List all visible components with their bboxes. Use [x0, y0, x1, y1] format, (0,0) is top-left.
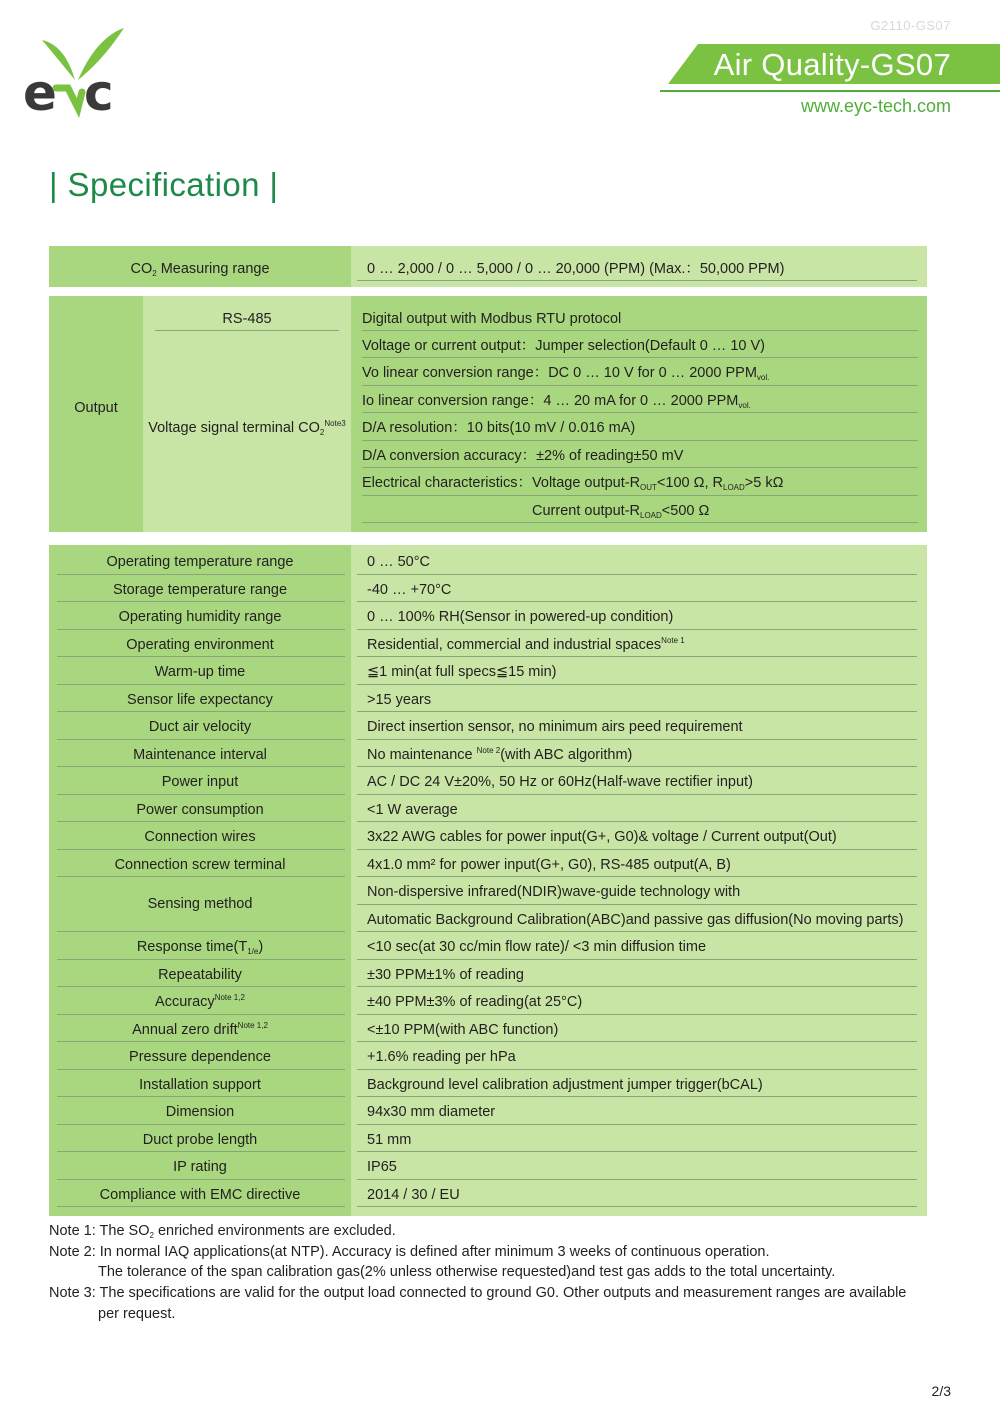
note-2-continued: The tolerance of the span calibration gas(2% unless otherwise requested)and test gas adds to the total uncertainty. — [98, 1264, 836, 1280]
spec-value: <±10 PPM(with ABC function) — [367, 1022, 559, 1038]
row-rule — [357, 1206, 917, 1207]
row-rule — [362, 440, 918, 441]
row-rule — [57, 876, 345, 877]
spec-value: 3x22 AWG cables for power input(G+, G0)& voltage / Current output(Out) — [367, 829, 837, 845]
banner-title: Air Quality-GS07 — [713, 47, 951, 82]
row-rule — [357, 1179, 917, 1180]
spec-value: 2014 / 30 / EU — [367, 1187, 460, 1203]
row-rule — [57, 1151, 345, 1152]
spec-value: 0 … 100% RH(Sensor in powered-up condition) — [367, 609, 674, 625]
row-rule — [357, 574, 917, 575]
spec-label: Operating humidity range — [118, 609, 282, 625]
note-3-continued: per request. — [98, 1306, 176, 1322]
spec-label: Duct probe length — [142, 1132, 258, 1148]
output-sub-cell — [143, 296, 351, 532]
note-3: Note 3: The specifications are valid for the output load connected to ground G0. Other outputs and measurement ranges are available — [49, 1285, 907, 1301]
spec-value: No maintenance $^{Note 2}$(with ABC algorithm) — [367, 746, 633, 763]
row-rule — [357, 821, 917, 822]
row-rule — [357, 904, 917, 905]
row-rule — [57, 1206, 345, 1207]
co2-range-value: 0 … 2,000 / 0 … 5,000 / 0 … 20,000 (PPM) (Max.：50,000 PPM) — [367, 261, 785, 277]
row-rule — [57, 959, 345, 960]
row-rule — [357, 601, 917, 602]
row-rule — [57, 601, 345, 602]
row-rule — [57, 711, 345, 712]
spec-value: <10 sec(at 30 cc/min flow rate)/ <3 min diffusion time — [367, 939, 707, 955]
header-divider — [660, 90, 1000, 92]
spec-value: >15 years — [367, 692, 432, 708]
output-table — [49, 296, 927, 532]
spec-label: IP rating — [173, 1159, 227, 1175]
row-rule — [357, 684, 917, 685]
spec-value: Automatic Background Calibration(ABC)and passive gas diffusion(No moving parts) — [367, 912, 904, 928]
spec-label: Pressure dependence — [129, 1049, 271, 1065]
spec-value: 4x1.0 mm² for power input(G+, G0), RS-485 output(A, B) — [367, 857, 731, 873]
spec-label: Dimension — [165, 1104, 235, 1120]
row-rule — [357, 1151, 917, 1152]
row-rule — [57, 849, 345, 850]
spec-table — [49, 545, 927, 1216]
spec-value: ±30 PPM±1% of reading — [367, 967, 524, 983]
spec-value: Background level calibration adjustment jumper trigger(bCAL) — [367, 1077, 763, 1093]
spec-label: Sensor life expectancy — [127, 692, 273, 708]
row-rule — [57, 656, 345, 657]
row-rule — [57, 1069, 345, 1070]
spec-value: 0 … 50°C — [367, 554, 431, 570]
spec-label: Storage temperature range — [112, 582, 288, 598]
eyc-logo — [20, 22, 130, 122]
page-title: | Specification | — [49, 166, 279, 203]
row-rule — [357, 849, 917, 850]
row-rule — [57, 1014, 345, 1015]
row-rule — [57, 931, 345, 932]
row-rule — [357, 711, 917, 712]
electrical-characteristics: Electrical characteristics：Voltage output-$R_{OUT}<100$ Ω, $R_{LOAD}>5$ kΩ — [362, 475, 784, 492]
spec-label: Compliance with EMC directive — [99, 1187, 301, 1203]
row-rule — [362, 412, 918, 413]
spec-value: Residential, commercial and industrial spaces$^{Note 1}$ — [367, 636, 685, 653]
row-rule — [57, 1179, 345, 1180]
page-number: 2/3 — [931, 1383, 951, 1399]
row-rule — [357, 280, 917, 281]
row-rule — [357, 1041, 917, 1042]
row-rule — [357, 629, 917, 630]
note-2: Note 2: In normal IAQ applications(at NTP). Accuracy is defined after minimum 3 weeks of continuous operation. — [49, 1244, 770, 1260]
row-rule — [57, 684, 345, 685]
rs485-label: RS-485 — [222, 311, 272, 327]
spec-label: Annual zero drift$^{Note 1,2}$ — [132, 1021, 268, 1038]
row-rule — [357, 986, 917, 987]
spec-value: <1 W average — [367, 802, 458, 818]
row-rule — [57, 821, 345, 822]
co2-range-row — [49, 246, 927, 287]
row-rule — [362, 467, 918, 468]
spec-label: Operating environment — [126, 637, 274, 653]
spec-label: Warm-up time — [154, 664, 246, 680]
spec-value: Non-dispersive infrared(NDIR)wave-guide technology with — [367, 884, 741, 900]
spec-label: Connection wires — [144, 829, 256, 845]
row-rule — [155, 330, 339, 331]
spec-value: 94x30 mm diameter — [367, 1104, 496, 1120]
row-rule — [357, 739, 917, 740]
row-rule — [357, 794, 917, 795]
spec-value: 51 mm — [367, 1132, 412, 1148]
note-1: Note 1: The $SO_2$ enriched environments are excluded. — [49, 1223, 396, 1240]
row-rule — [357, 876, 917, 877]
voltage-terminal-label: Voltage signal terminal $CO_2^{Note3}$ — [148, 419, 346, 437]
row-rule — [362, 357, 918, 358]
output-row: D/A conversion accuracy：±2% of reading±50 mV — [362, 448, 684, 464]
row-rule — [57, 986, 345, 987]
row-rule — [362, 330, 918, 331]
co2-range-label: $CO_2$ Measuring range — [130, 261, 270, 278]
current-output: Current output-$R_{LOAD}<500$ Ω — [532, 503, 710, 520]
row-rule — [57, 629, 345, 630]
spec-value: ≦1 min(at full specs≦15 min) — [367, 664, 557, 680]
output-row: D/A resolution：10 bits(10 mV / 0.016 mA) — [362, 420, 636, 436]
spec-label: Connection screw terminal — [114, 857, 286, 873]
svg-text:c: c — [84, 64, 114, 122]
spec-value: ±40 PPM±3% of reading(at 25°C) — [367, 994, 583, 1010]
row-rule — [57, 766, 345, 767]
website-link[interactable]: www.eyc-tech.com — [800, 96, 951, 116]
spec-label: Response $time(T_{1/e})$ — [136, 939, 264, 956]
row-rule — [362, 495, 918, 496]
row-rule — [57, 1124, 345, 1125]
rs485-value: Digital output with Modbus RTU protocol — [362, 311, 622, 327]
spec-label: Duct air velocity — [148, 719, 252, 735]
spec-value: -40 … +70°C — [367, 582, 452, 598]
row-rule — [57, 739, 345, 740]
spec-value: Direct insertion sensor, no minimum airs peed requirement — [367, 719, 743, 735]
spec-value: +1.6% reading per hPa — [367, 1049, 516, 1065]
row-rule — [357, 656, 917, 657]
row-rule — [357, 931, 917, 932]
row-rule — [357, 959, 917, 960]
output-values-cell — [351, 296, 927, 532]
svg-text:e: e — [23, 64, 57, 122]
row-rule — [357, 766, 917, 767]
row-rule — [357, 1096, 917, 1097]
row-rule — [57, 574, 345, 575]
spec-label: Sensing method — [147, 896, 253, 912]
output-row: Io linear conversion range：4 … 20 mA for 0 … 2000 $PPM_{vol.}$ — [362, 393, 751, 410]
row-rule — [362, 522, 918, 523]
output-row: Voltage or current output：Jumper selection(Default 0 … 10 V) — [362, 338, 765, 354]
row-rule — [357, 1124, 917, 1125]
spec-label: Maintenance interval — [133, 747, 267, 763]
spec-label: Power consumption — [136, 802, 264, 818]
document-code: G2110-GS07 — [870, 18, 951, 33]
spec-label: Installation support — [139, 1077, 261, 1093]
row-rule — [57, 794, 345, 795]
spec-label: Power input — [161, 774, 239, 790]
row-rule — [57, 1096, 345, 1097]
row-rule — [357, 1014, 917, 1015]
output-group-label: Output — [74, 400, 118, 416]
output-row: Vo linear conversion range：DC 0 … 10 V for 0 … 2000 $PPM_{vol.}$ — [362, 365, 770, 382]
row-rule — [357, 1069, 917, 1070]
spec-label: Operating temperature range — [106, 554, 294, 570]
spec-value: IP65 — [367, 1159, 397, 1175]
spec-label: Repeatability — [158, 967, 242, 983]
spec-value: AC / DC 24 V±20%, 50 Hz or 60Hz(Half-wave rectifier input) — [367, 774, 753, 790]
row-rule — [362, 385, 918, 386]
row-rule — [57, 1041, 345, 1042]
spec-label: Accuracy$^{Note 1,2}$ — [155, 993, 245, 1010]
